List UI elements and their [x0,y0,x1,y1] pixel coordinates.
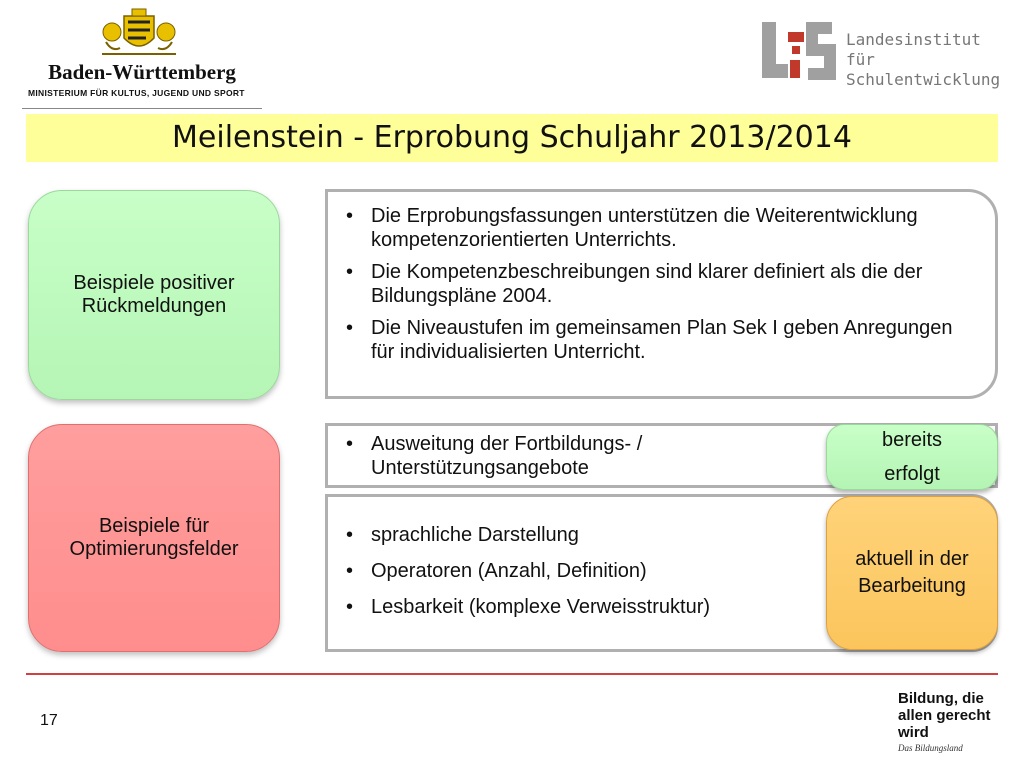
status-done-line2: erfolgt [884,463,940,485]
slogan: Bildung, die allen gerecht wird [898,690,991,741]
ls-institute-logo [760,20,1010,89]
category-optimize-label: Beispiele für Optimierungsfelder [69,515,239,560]
footer-divider [26,673,998,675]
list-item: • Die Erprobungsfassungen unterstützen die Weiterentwicklung kompetenzorientierten Unterrichts. [346,205,918,251]
status-done-line1: bereits [881,429,943,451]
institute-name-line2: für Schulentwicklung [846,50,1001,89]
page-number: 17 [40,712,58,729]
category-optimization [28,424,280,652]
category-positive-label: Beispiele positiver Rückmeldungen [73,272,235,317]
ls-logo-icon [760,20,840,80]
logo-divider [22,108,262,109]
list-item: • Die Kompetenzbeschreibungen sind klarer definiert als die der Bildungspläne 2004. [346,261,923,307]
list-item: • sprachliche Darstellung [346,524,579,546]
coat-of-arms-icon [94,8,184,58]
list-item: • Ausweitung der Fortbildungs- / Unterstützungsangebote [346,433,643,479]
positive-feedback-list [336,204,976,372]
category-positive-feedback [28,190,280,400]
state-name: Baden-Württemberg [48,60,236,84]
institute-name-line1: Landesinstitut [846,30,981,49]
status-badge-done [826,424,998,490]
ministry-name: MINISTERIUM FÜR KULTUS, JUGEND UND SPORT [28,88,245,98]
bw-ministry-logo [22,8,262,98]
optimization-list [336,523,816,631]
list-item: • Lesbarkeit (komplexe Verweisstruktur) [346,596,711,618]
status-progress-label: aktuell in der Bearbeitung [855,548,969,597]
title-bar [26,114,998,162]
status-badge-in-progress [826,496,998,650]
slide-title: Meilenstein - Erprobung Schuljahr 2013/2014 [172,120,852,155]
slogan-subtitle: Das Bildungsland [898,743,963,753]
positive-feedback-panel [325,189,998,399]
list-item: • Operatoren (Anzahl, Definition) [346,560,647,582]
list-item: • Die Niveaustufen im gemeinsamen Plan Sek I geben Anregungen für individualisierten Unterricht. [346,317,953,363]
support-offers-list [336,432,806,480]
